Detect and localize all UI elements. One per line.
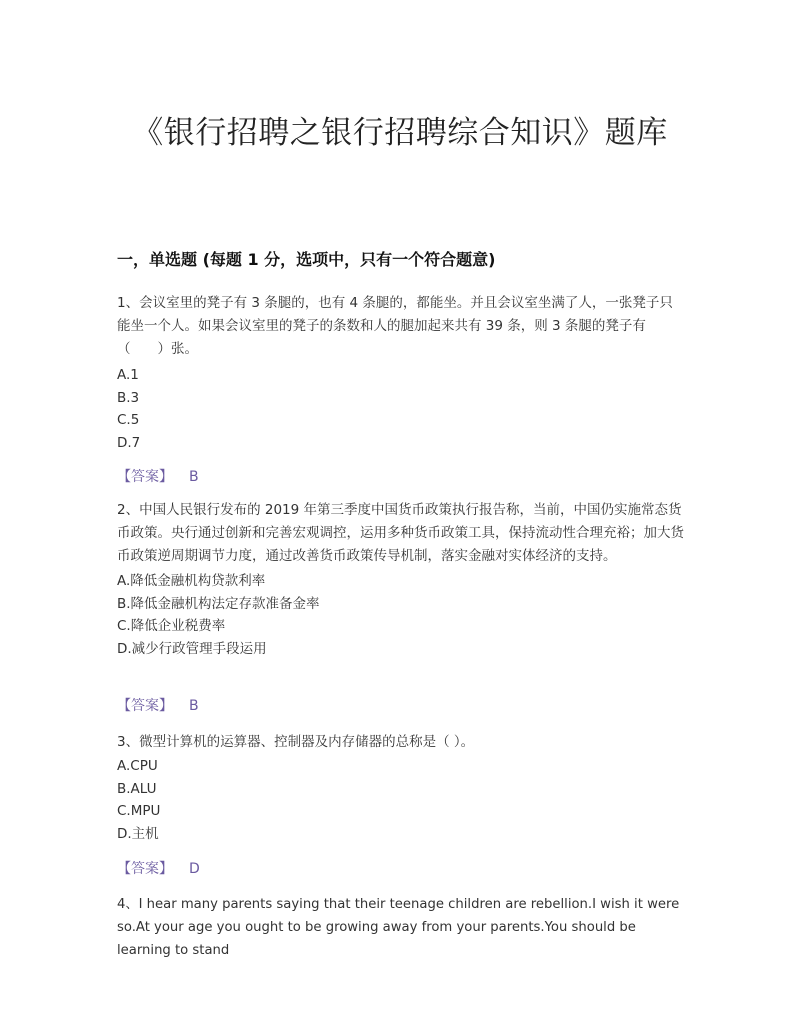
document-title: 《银行招聘之银行招聘综合知识》题库 <box>132 115 668 151</box>
answer-label: 【答案】 <box>117 469 173 485</box>
answer-1 <box>117 466 199 486</box>
answer-label: 【答案】 <box>117 861 173 877</box>
answer-3 <box>117 858 200 878</box>
answer-value: B <box>189 469 199 485</box>
question-stem: 2、中国人民银行发布的 2019 年第三季度中国货币政策执行报告称，当前，中国仍实施常态货币政策。央行通过创新和完善宏观调控，运用多种货币政策工具，保持流动性合理充裕；加大货币政策逆周期调节力度，通过改善货币政策传导机制，落实金融对实体经济的支持。 <box>117 502 684 564</box>
answer-value: B <box>189 698 199 714</box>
question-stem: 4、I hear many parents saying that their teenage children are rebellion.I wish it were so.At your age you ought to be growing away from your parents.You should be learning to stand <box>117 897 680 958</box>
option-c: C.5 <box>117 412 140 428</box>
option-b: B.3 <box>117 389 140 406</box>
question-3 <box>117 731 685 845</box>
option-d: D.减少行政管理手段运用 <box>117 640 267 657</box>
question-stem: 1、会议室里的凳子有 3 条腿的，也有 4 条腿的，都能坐。并且会议室坐满了人，一张凳子只能坐一个人。如果会议室里的凳子的条数和人的腿加起来共有 39 条，则 3 条腿的凳子有（ ）张。 <box>117 295 673 357</box>
question-2 <box>117 499 685 660</box>
section-heading: 一，单选题 (每题 1 分，选项中，只有一个符合题意) <box>117 250 496 269</box>
option-d: D.主机 <box>117 825 159 842</box>
option-a: A.1 <box>117 367 139 383</box>
option-c: C.降低企业税费率 <box>117 618 226 634</box>
answer-label: 【答案】 <box>117 698 173 714</box>
option-b: B.降低金融机构法定存款准备金率 <box>117 595 320 612</box>
question-1 <box>117 292 685 454</box>
option-b: B.ALU <box>117 780 157 797</box>
option-a: A.降低金融机构贷款利率 <box>117 573 266 589</box>
question-4 <box>117 893 685 962</box>
option-a: A.CPU <box>117 758 158 774</box>
option-d: D.7 <box>117 434 141 451</box>
answer-value: D <box>189 861 200 877</box>
option-c: C.MPU <box>117 803 161 819</box>
answer-2 <box>117 695 199 715</box>
question-stem: 3、微型计算机的运算器、控制器及内存储器的总称是（ ）。 <box>117 734 475 750</box>
